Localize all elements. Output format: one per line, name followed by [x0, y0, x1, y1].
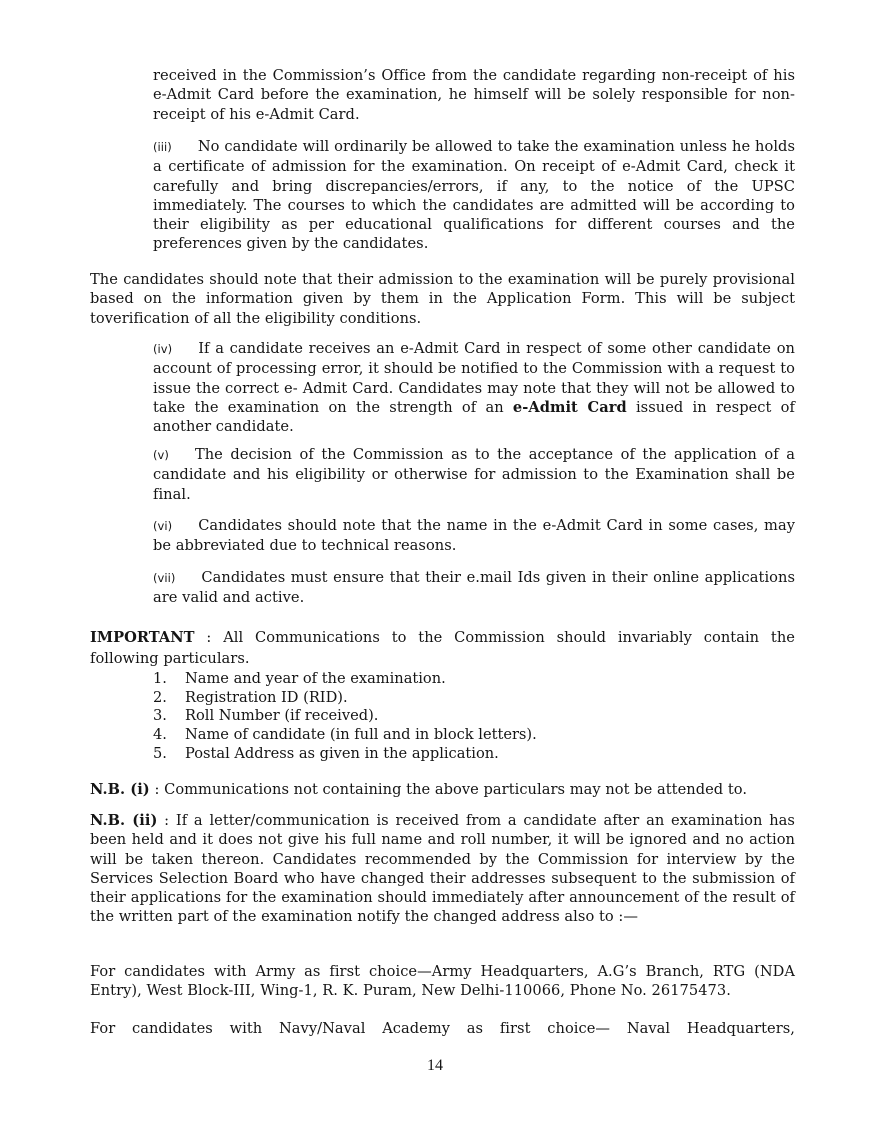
paragraph-text: For candidates with Navy/Naval Academy as first choice— Naval Headquarters,	[90, 1020, 795, 1037]
nb-i	[90, 780, 795, 799]
item-number: (iii)	[153, 140, 172, 154]
page-number: 14	[427, 1057, 443, 1074]
list-item: 1. Name and year of the examination.	[153, 670, 446, 687]
item-bold-text: e-Admit Card	[512, 398, 627, 416]
list-item: 4. Name of candidate (in full and in block letters).	[153, 726, 537, 744]
army-address	[90, 962, 795, 1001]
item-text: If a candidate receives an e-Admit Card in respect of some other candidate on account of processing error, it should be notified to the Commission with a request to issue the correct e- Admit Card. Candidates may note that they will not be allowed to take the examination on the strength of an	[153, 340, 795, 416]
item-text: No candidate will ordinarily be allowed to take the examination unless he holds a certificate of admission for the examination. On receipt of e-Admit Card, check it carefully and bring discrepancies/errors, if any, to the notice of the UPSC immediately. The courses to which the candidates are admitted will be according to their eligibility as per educational qualifications for different courses and the preferences given by the candidates.	[153, 138, 795, 253]
item-vii	[153, 568, 795, 608]
paragraph-text: The candidates should note that their admission to the examination will be purely provisional based on the information given by them in the Application Form. This will be subject toverification of all the eligibility conditions.	[90, 271, 795, 327]
nb-text: : If a letter/communication is received from a candidate after an examination has been held and it does not give his full name and roll number, it will be ignored and no action will be taken thereon. Candidates recommended by the Commission for interview by the Services Selection Board who have changed their addresses subsequent to the submission of their applications for the examination should immediately after announcement of the result of the written part of the examination notify the changed address also to :—	[90, 812, 795, 926]
paragraph-text: For candidates with Army as first choice—Army Headquarters, A.G’s Branch, RTG (NDA Entry), West Block-III, Wing-1, R. K. Puram, New Delhi-110066, Phone No. 26175473.	[90, 963, 795, 1000]
item-iv	[153, 339, 795, 436]
item-vi	[153, 516, 795, 556]
item-number: (iv)	[153, 342, 173, 356]
provisional-admission-note	[90, 270, 795, 328]
list-item: 2. Registration ID (RID).	[153, 688, 348, 706]
item-number: (vii)	[153, 571, 176, 585]
paragraph-continuation	[153, 66, 795, 124]
nb-ii	[90, 811, 795, 927]
item-text: Candidates should note that the name in the e-Admit Card in some cases, may be abbreviated due to technical reasons.	[153, 517, 795, 555]
item-number: (v)	[153, 448, 169, 462]
item-text: The decision of the Commission as to the acceptance of the application of a candidate and his eligibility or otherwise for admission to the Examination shall be final.	[153, 446, 795, 503]
particulars-list	[153, 670, 537, 764]
nb-label: N.B. (i)	[90, 781, 150, 798]
paragraph-text: received in the Commission’s Office from the candidate regarding non-receipt of his e-Admit Card before the examination, he himself will be solely responsible for non-receipt of his e-Admit Card.	[153, 67, 795, 123]
item-number: (vi)	[153, 519, 173, 533]
list-item: 5. Postal Address as given in the application.	[153, 744, 499, 762]
navy-address	[90, 1019, 795, 1038]
item-iii	[153, 137, 795, 254]
item-text: Candidates must ensure that their e.mail Ids given in their online applications are valid and active.	[153, 569, 795, 607]
important-text: : All Communications to the Commission should invariably contain the following particulars.	[90, 629, 795, 667]
nb-text: : Communications not containing the above particulars may not be attended to.	[154, 781, 748, 798]
item-v	[153, 445, 795, 504]
nb-label: N.B. (ii)	[90, 812, 158, 829]
item-text-end: issued in respect of another candidate.	[153, 398, 795, 436]
important-label: IMPORTANT	[90, 629, 195, 646]
important-notice	[90, 627, 795, 669]
list-item: 3. Roll Number (if received).	[153, 707, 379, 725]
